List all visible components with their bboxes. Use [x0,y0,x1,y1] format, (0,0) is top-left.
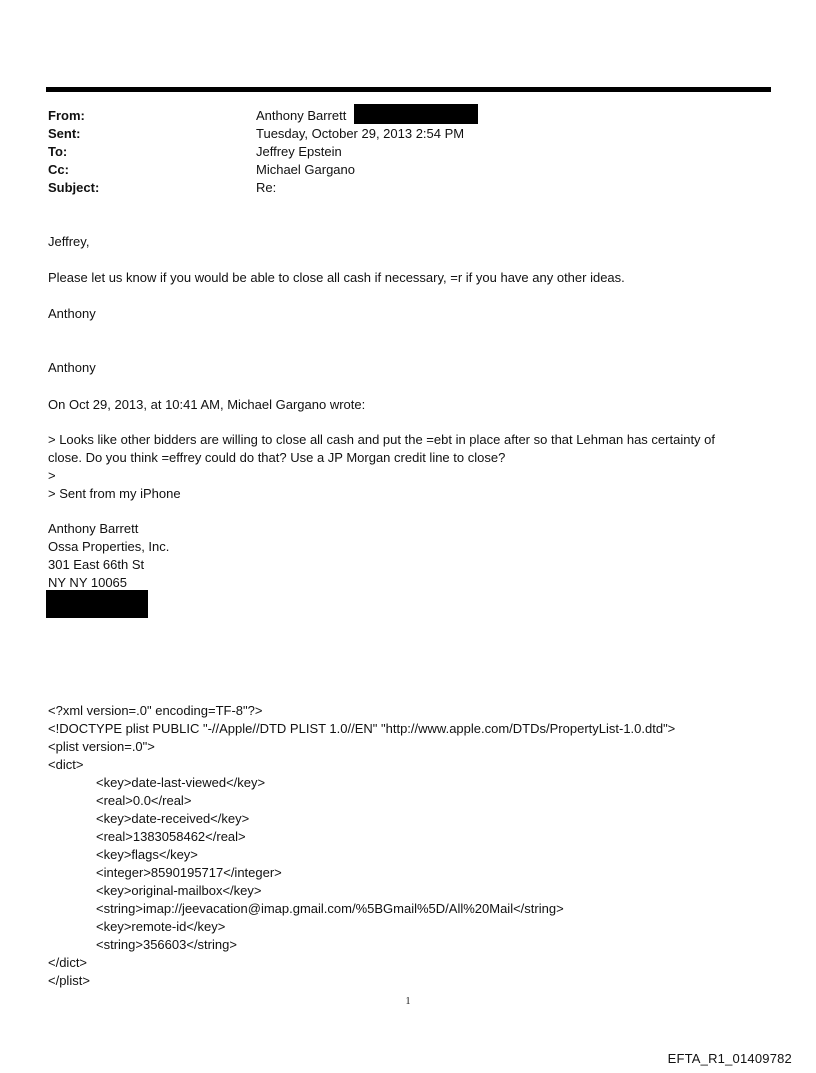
sent-value: Tuesday, October 29, 2013 2:54 PM [256,126,465,141]
quote-intro: On Oct 29, 2013, at 10:41 AM, Michael Gargano wrote: [48,397,366,412]
header-rule [46,87,771,92]
greeting: Jeffrey, [48,234,90,249]
to-value: Jeffrey Epstein [256,144,342,159]
xml-line: <string>356603</string> [96,937,237,952]
cc-label: Cc: [48,162,69,177]
xml-line: <!DOCTYPE plist PUBLIC "-//Apple//DTD PLIST 1.0//EN" "http://www.apple.com/DTDs/PropertyList-1.0.dtd"> [48,721,676,736]
from-value [256,107,478,125]
page-number: 1 [405,996,411,1007]
sent-label: Sent: [48,126,81,141]
xml-line: <key>remote-id</key> [96,919,226,934]
quote-line: > Looks like other bidders are willing to close all cash and put the =ebt in place after so that Lehman has certainty of [48,432,716,447]
quote-line: > [48,468,56,483]
document-id: EFTA_R1_01409782 [667,1051,792,1066]
quote-line: close. Do you think =effrey could do that? Use a JP Morgan credit line to close? [48,450,506,465]
redaction-block [354,104,478,124]
xml-line: </plist> [48,973,90,988]
subject-value: Re: [256,180,277,195]
xml-line: <key>original-mailbox</key> [96,883,262,898]
from-name: Anthony Barrett [256,108,347,123]
quote-line: > Sent from my iPhone [48,486,181,501]
subject-label: Subject: [48,180,100,195]
from-label: From: [48,108,85,123]
signature-city: NY NY 10065 [48,575,128,590]
xml-line: <real>0.0</real> [96,793,192,808]
body-paragraph: Please let us know if you would be able to close all cash if necessary, =r if you have any other ideas. [48,270,625,285]
signoff: Anthony [48,306,96,321]
signature-address: 301 East 66th St [48,557,145,572]
xml-line: <key>date-received</key> [96,811,250,826]
xml-line: <key>date-last-viewed</key> [96,775,266,790]
to-label: To: [48,144,68,159]
xml-line: <plist version=.0"> [48,739,155,754]
cc-value: Michael Gargano [256,162,355,177]
xml-line: <string>imap://jeevacation@imap.gmail.com/%5BGmail%5D/All%20Mail</string> [96,901,564,916]
signature-name: Anthony Barrett [48,521,139,536]
xml-line: <integer>8590195717</integer> [96,865,282,880]
xml-line: <real>1383058462</real> [96,829,246,844]
signoff-2: Anthony [48,360,96,375]
xml-line: </dict> [48,955,88,970]
xml-line: <?xml version=.0" encoding=TF-8"?> [48,703,263,718]
xml-line: <dict> [48,757,84,772]
signature-company: Ossa Properties, Inc. [48,539,170,554]
redaction-block [46,590,148,618]
xml-line: <key>flags</key> [96,847,198,862]
